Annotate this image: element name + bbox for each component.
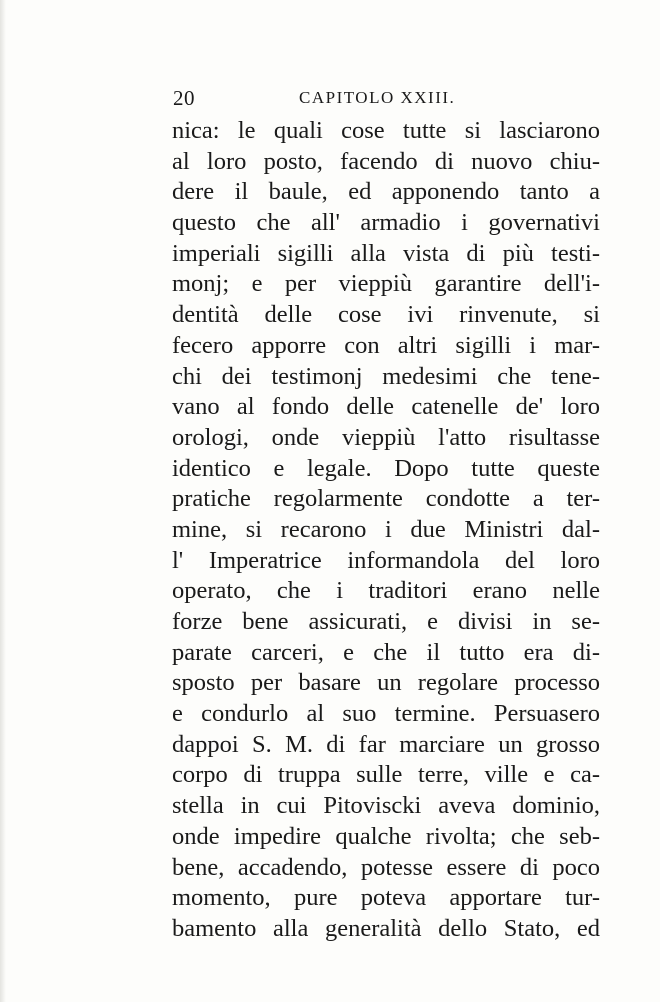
- text-line: stella in cui Pitoviscki aveva dominio,: [172, 792, 600, 820]
- text-line: bamento alla generalità dello Stato, ed: [172, 914, 600, 942]
- text-line: dentità delle cose ivi rinvenute, si: [172, 301, 600, 329]
- text-line: mine, si recarono i due Ministri dal-: [172, 515, 600, 543]
- text-line: identico e legale. Dopo tutte queste: [172, 454, 600, 482]
- text-line: onde impedire qualche rivolta; che seb-: [172, 822, 600, 850]
- body-text: [172, 116, 600, 945]
- text-line: questo che all' armadio i governativi: [172, 209, 600, 237]
- text-line: e condurlo al suo termine. Persuasero: [172, 700, 600, 728]
- text-line: pratiche regolarmente condotte a ter-: [172, 485, 600, 513]
- text-line: momento, pure poteva apportare tur-: [172, 884, 600, 912]
- page-header: [173, 86, 598, 116]
- text-line: parate carceri, e che il tutto era di-: [172, 638, 600, 666]
- page-edge-shadow: [0, 0, 6, 1002]
- text-line: forze bene assicurati, e divisi in se-: [172, 608, 600, 635]
- text-line: fecero apporre con altri sigilli i mar-: [172, 331, 600, 359]
- text-line: l' Imperatrice informandola del loro: [172, 546, 600, 574]
- text-line: monj; e per vieppiù garantire dell'i-: [172, 270, 600, 298]
- text-line: dappoi S. M. di far marciare un grosso: [172, 730, 600, 758]
- text-line: chi dei testimonj medesimi che tene-: [172, 362, 600, 390]
- running-title: CAPITOLO XXIII.: [299, 88, 456, 107]
- text-line: nica: le quali cose tutte si lasciarono: [172, 117, 600, 144]
- text-line: corpo di truppa sulle terre, ville e ca-: [172, 761, 600, 789]
- text-line: al loro posto, facendo di nuovo chiu-: [172, 147, 600, 175]
- text-line: dere il baule, ed apponendo tanto a: [172, 178, 600, 206]
- text-line: orologi, onde vieppiù l'atto risultasse: [172, 423, 600, 451]
- text-line: sposto per basare un regolare processo: [172, 669, 600, 697]
- text-line: vano al fondo delle catenelle de' loro: [172, 393, 600, 421]
- page-number: 20: [173, 86, 195, 110]
- text-line: imperiali sigilli alla vista di più testi-: [172, 239, 600, 267]
- text-line: bene, accadendo, potesse essere di poco: [172, 853, 600, 881]
- text-line: operato, che i traditori erano nelle: [172, 577, 600, 605]
